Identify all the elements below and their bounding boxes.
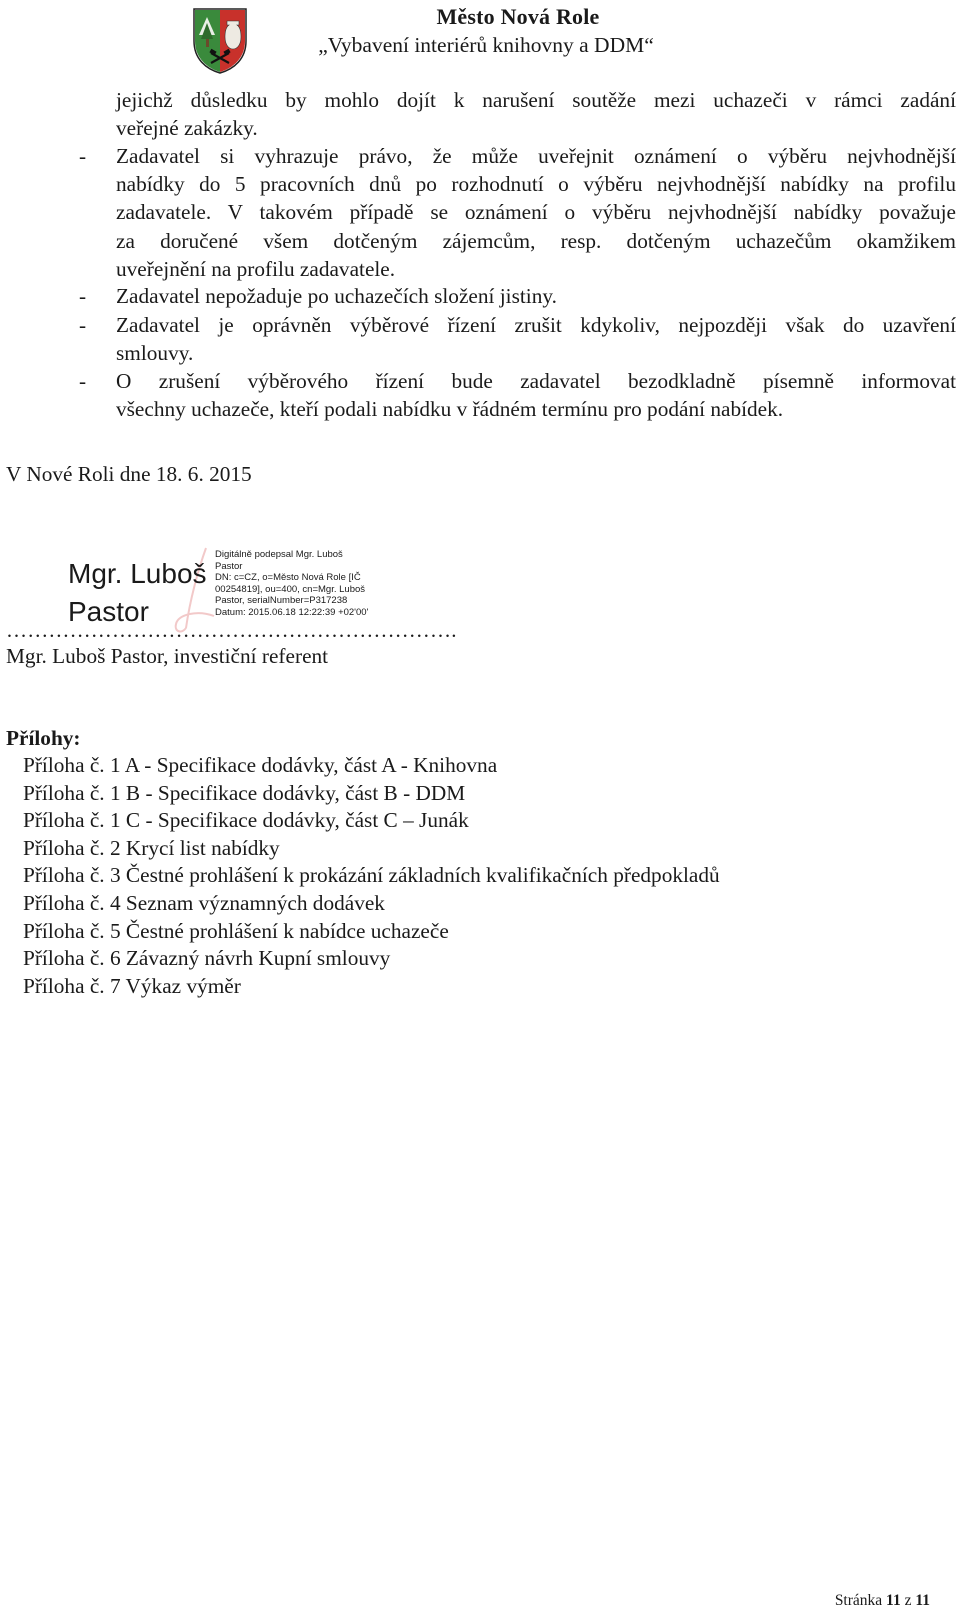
text-line: všechny uchazeče, kteří podali nabídku v řádném termínu pro podání nabídek. — [116, 397, 784, 422]
continuation-paragraph — [116, 86, 956, 142]
list-item: Příloha č. 3 Čestné prohlášení k prokázání základních kvalifikačních předpokladů — [23, 863, 720, 888]
text-line: smlouvy. — [116, 341, 194, 366]
list-marker: - — [79, 313, 87, 337]
page-subtitle: „Vybavení interiérů knihovny a DDM“ — [318, 33, 654, 57]
signer-name-graphic: Mgr. Luboš Pastor — [68, 558, 207, 627]
attachments-list — [23, 752, 720, 1000]
text-line: Zadavatel si vyhrazuje právo, že může uveřejnit oznámení o výběru nejvhodnější — [116, 144, 956, 168]
signer-name: Mgr. Luboš Pastor, investiční referent — [6, 644, 329, 668]
text-line: jejichž důsledku by mohlo dojít k narušení soutěže mezi uchazeči v rámci zadání — [116, 88, 956, 112]
text-line: veřejné zakázky. — [116, 116, 258, 141]
text-line: za doručené všem dotčeným zájemcům, resp. dotčeným uchazečům okamžikem — [116, 228, 956, 253]
list-item — [116, 311, 956, 367]
list-item — [116, 282, 956, 310]
text-line: Zadavatel nepožaduje po uchazečích složení jistiny. — [116, 284, 557, 308]
list-item: Příloha č. 4 Seznam významných dodávek — [23, 890, 385, 915]
text-line: zadavatele. V takovém případě se oznámení o výběru nejvhodnější nabídky považuje — [116, 200, 956, 225]
text-line: uveřejnění na profilu zadavatele. — [116, 256, 396, 281]
signature-details: Digitálně podepsal Mgr. Luboš Pastor DN: c=CZ, o=Město Nová Role [IČ 00254819], ou=400, cn=Mgr. Luboš Pastor, serialNumber=P317238 Datum: 2015.06.18 12:22:39 +02'00' — [215, 549, 369, 618]
text-line: Zadavatel je oprávněn výběrové řízení zrušit kdykoliv, nejpozději však do uzavření — [116, 313, 956, 337]
list-item — [116, 367, 956, 423]
list-marker: - — [79, 369, 87, 393]
page-title: Město Nová Role — [436, 4, 600, 29]
list-item — [116, 142, 956, 283]
list-item: Příloha č. 5 Čestné prohlášení k nabídce uchazeče — [23, 918, 449, 943]
coat-of-arms-icon — [190, 5, 250, 75]
list-marker: - — [79, 144, 87, 168]
list-item: Příloha č. 1 A - Specifikace dodávky, část A - Knihovna — [23, 753, 498, 777]
list-marker: - — [79, 284, 87, 308]
list-item: Příloha č. 2 Krycí list nabídky — [23, 835, 280, 860]
list-item: Příloha č. 1 C - Specifikace dodávky, část C – Junák — [23, 808, 469, 833]
text-line: O zrušení výběrového řízení bude zadavatel bezodkladně písemně informovat — [116, 369, 956, 393]
attachments-heading: Přílohy: — [6, 726, 81, 750]
list-item: Příloha č. 1 B - Specifikace dodávky, část B - DDM — [23, 780, 466, 805]
date-line: V Nové Roli dne 18. 6. 2015 — [6, 462, 252, 486]
list-item: Příloha č. 7 Výkaz výměr — [23, 973, 241, 998]
text-line: nabídky do 5 pracovních dnů po rozhodnutí o výběru nejvhodnější nabídky na profilu — [116, 172, 956, 197]
page-header — [0, 0, 960, 80]
signature-line: ………………………………………………………. — [6, 618, 457, 642]
list-item: Příloha č. 6 Závazný návrh Kupní smlouvy — [23, 946, 391, 971]
page-number: Stránka 11 z 11 — [834, 1592, 930, 1609]
